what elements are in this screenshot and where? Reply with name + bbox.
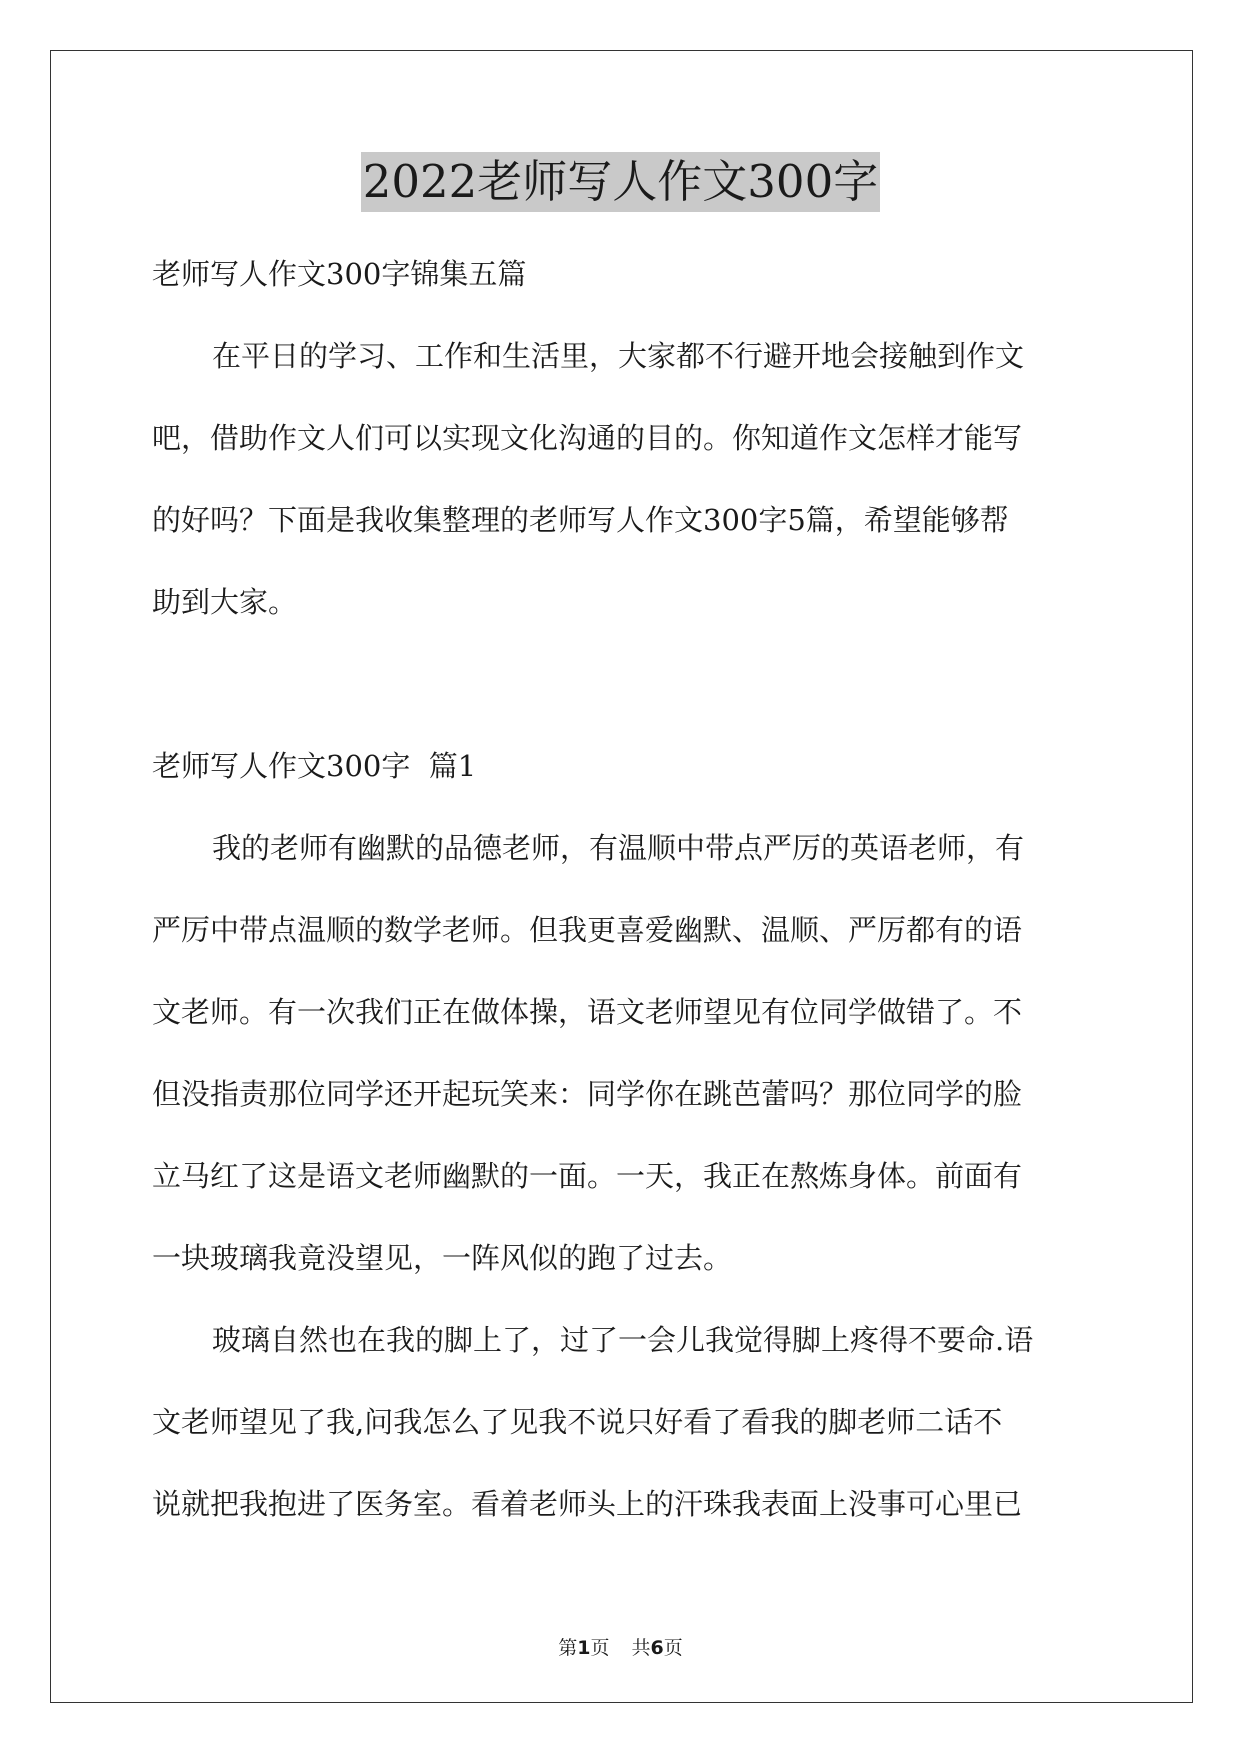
paragraph-line: 文老师。有一次我们正在做体操，语文老师望见有位同学做错了。不 — [152, 995, 1023, 1029]
document-subtitle: 老师写人作文300字锦集五篇 — [152, 257, 527, 291]
paragraph-line: 但没指责那位同学还开起玩笑来：同学你在跳芭蕾吗？那位同学的脸 — [152, 1077, 1023, 1111]
paragraph-line: 玻璃自然也在我的脚上了，过了一会儿我觉得脚上疼得不要命.语 — [212, 1323, 1034, 1357]
paragraph-line: 一块玻璃我竟没望见，一阵风似的跑了过去。 — [152, 1241, 733, 1275]
paragraph-line: 严厉中带点温顺的数学老师。但我更喜爱幽默、温顺、严厉都有的语 — [152, 913, 1023, 947]
document-title: 2022老师写人作文300字 — [361, 152, 880, 212]
title-container — [0, 152, 1241, 212]
paragraph-gap — [152, 664, 1094, 746]
intro-line: 在平日的学习、工作和生活里，大家都不行避开地会接触到作文 — [212, 339, 1025, 373]
document-body — [152, 254, 1094, 1566]
footer-page-prefix: 第 — [558, 1637, 578, 1659]
footer-page-number: 1 — [577, 1637, 591, 1659]
intro-line: 的好吗？下面是我收集整理的老师写人作文300字5篇，希望能够帮 — [152, 503, 1009, 537]
paragraph-line: 文老师望见了我,问我怎么了见我不说只好看了看我的脚老师二话不 — [152, 1405, 1003, 1439]
footer-total-prefix: 共 — [631, 1637, 651, 1659]
section-heading: 老师写人作文300字 篇1 — [152, 749, 477, 783]
footer-page-suffix: 页 — [590, 1637, 610, 1659]
footer-total-suffix: 页 — [663, 1637, 683, 1659]
paragraph-line: 我的老师有幽默的品德老师，有温顺中带点严厉的英语老师，有 — [212, 831, 1025, 865]
intro-line: 助到大家。 — [152, 585, 298, 619]
paragraph-line: 立马红了这是语文老师幽默的一面。一天，我正在熬炼身体。前面有 — [152, 1159, 1023, 1193]
footer-total-pages: 6 — [650, 1637, 664, 1659]
paragraph-line: 说就把我抱进了医务室。看着老师头上的汗珠我表面上没事可心里已 — [152, 1487, 1023, 1521]
intro-line: 吧，借助作文人们可以实现文化沟通的目的。你知道作文怎样才能写 — [152, 421, 1023, 455]
page-footer — [0, 1633, 1241, 1660]
